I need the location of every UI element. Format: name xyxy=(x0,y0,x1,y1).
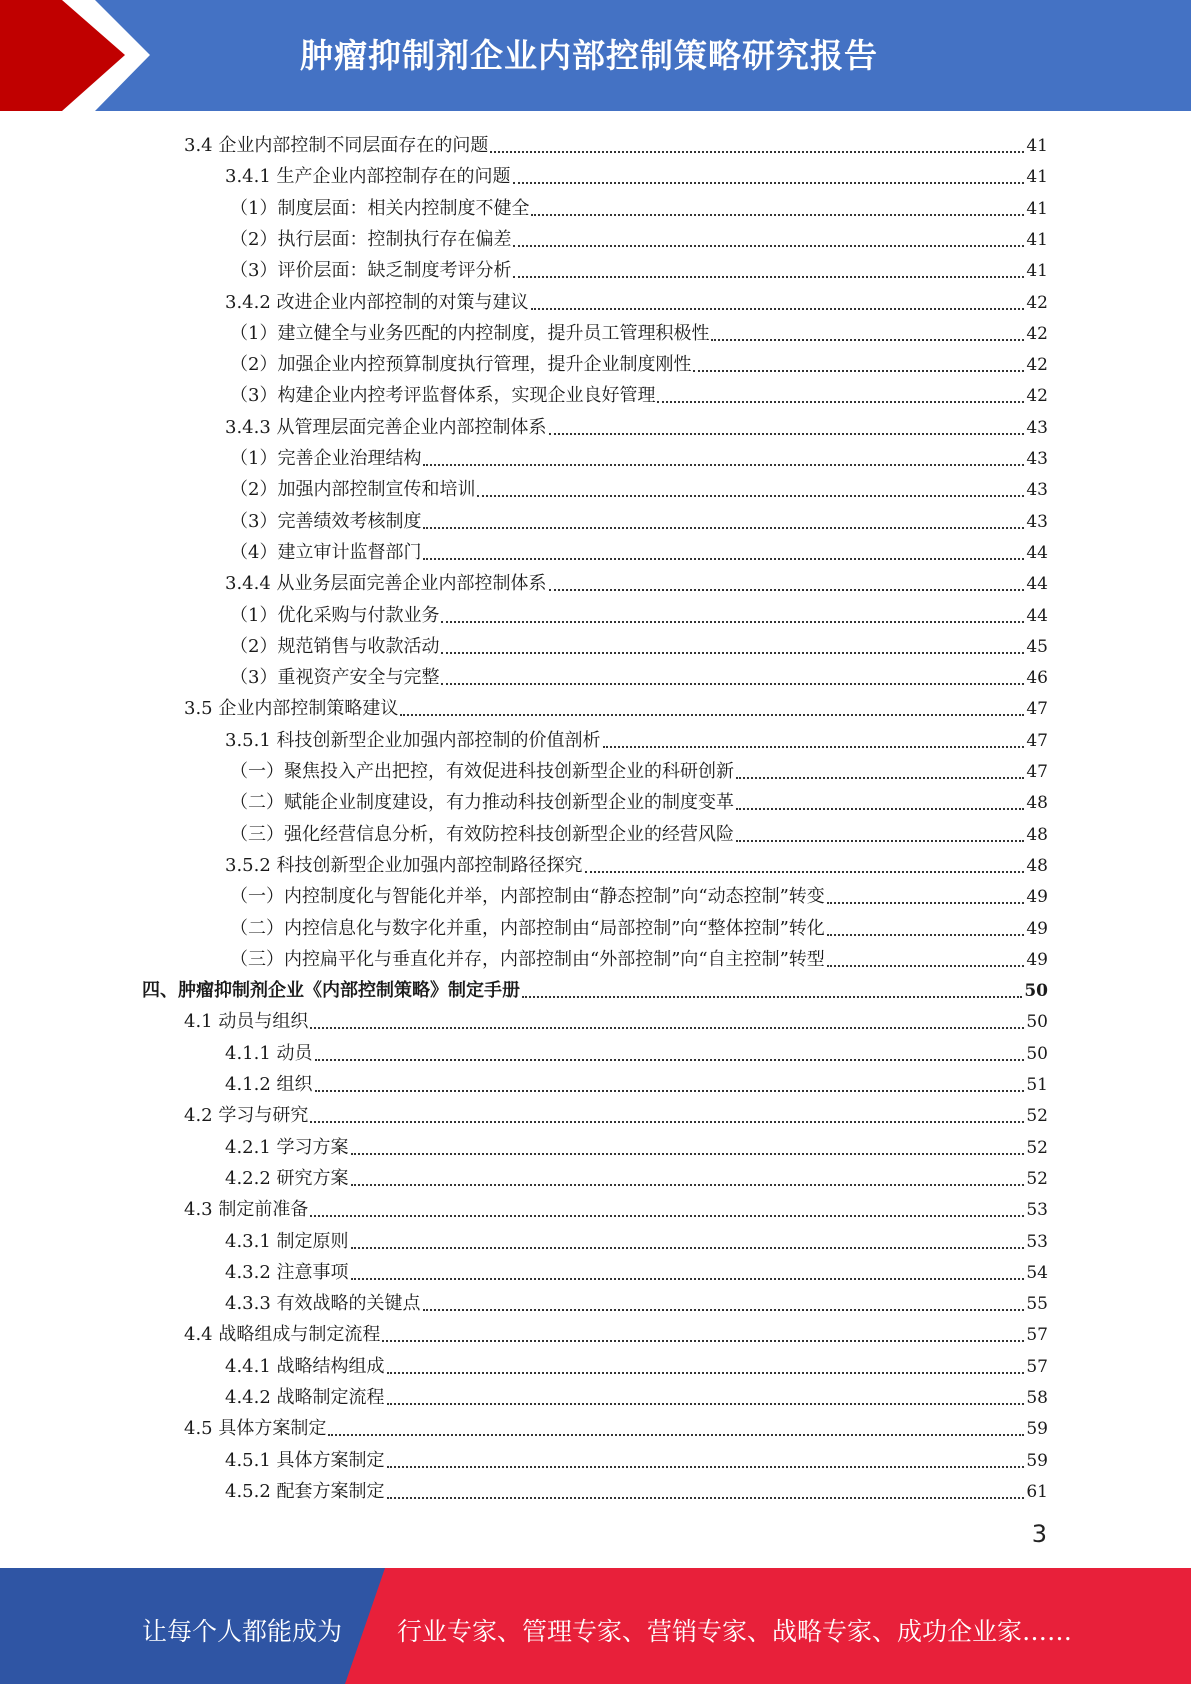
toc-entry-label: （二）赋能企业制度建设，有力推动科技创新型企业的制度变革 xyxy=(230,792,734,814)
toc-leader-dots xyxy=(441,682,1024,685)
toc-entry-page: 44 xyxy=(1026,605,1048,626)
toc-entry-page: 42 xyxy=(1026,292,1048,313)
toc-entry-page: 53 xyxy=(1026,1231,1048,1252)
toc-entry-label: 4.4.1 战略结构组成 xyxy=(225,1355,385,1377)
toc-leader-dots xyxy=(585,870,1025,873)
toc-leader-dots xyxy=(423,463,1024,466)
toc-leader-dots xyxy=(351,1152,1025,1155)
toc-entry[interactable] xyxy=(230,659,1048,689)
toc-leader-dots xyxy=(387,1402,1025,1405)
toc-entry-page: 44 xyxy=(1026,542,1048,563)
toc-entry-label: 4.3.1 制定原则 xyxy=(225,1230,349,1252)
toc-leader-dots xyxy=(441,651,1024,654)
toc-entry-label: （1）优化采购与付款业务 xyxy=(230,604,440,626)
toc-leader-dots xyxy=(328,1433,1024,1436)
toc-leader-dots xyxy=(310,1214,1024,1217)
toc-entry[interactable] xyxy=(230,346,1048,376)
toc-leader-dots xyxy=(490,150,1024,153)
toc-leader-dots xyxy=(736,776,1024,779)
footer-slogan-right: 行业专家、管理专家、营销专家、战略专家、成功企业家…… xyxy=(397,1617,1073,1646)
toc-entry[interactable] xyxy=(225,565,1048,595)
toc-entry-label: 4.2.2 研究方案 xyxy=(225,1167,349,1189)
toc-entry[interactable] xyxy=(225,1473,1048,1503)
toc-entry[interactable] xyxy=(230,816,1048,846)
toc-leader-dots xyxy=(711,338,1024,341)
toc-entry-label: （2）规范销售与收款活动 xyxy=(230,635,440,657)
toc-entry[interactable] xyxy=(230,878,1048,908)
toc-entry-page: 50 xyxy=(1024,981,1048,1002)
toc-entry-page: 48 xyxy=(1026,793,1048,814)
toc-entry[interactable] xyxy=(184,1410,1048,1440)
toc-entry-page: 43 xyxy=(1026,511,1048,532)
toc-entry-page: 41 xyxy=(1026,136,1048,156)
toc-entry-label: （2）执行层面：控制执行存在偏差 xyxy=(230,228,512,250)
toc-entry[interactable] xyxy=(230,534,1048,564)
toc-entry-page: 48 xyxy=(1026,824,1048,845)
toc-entry-label: 4.1.1 动员 xyxy=(225,1042,313,1064)
toc-entry-page: 49 xyxy=(1026,887,1048,908)
toc-entry[interactable] xyxy=(230,377,1048,407)
toc-entry-label: （3）构建企业内控考评监督体系，实现企业良好管理 xyxy=(230,385,656,407)
toc-leader-dots xyxy=(423,526,1024,529)
toc-leader-dots xyxy=(310,1120,1024,1123)
toc-entry[interactable] xyxy=(225,1348,1048,1378)
toc-entry-page: 58 xyxy=(1026,1388,1048,1408)
toc-entry-label: （2）加强企业内控预算制度执行管理，提升企业制度刚性 xyxy=(230,354,692,376)
toc-entry[interactable] xyxy=(225,1379,1048,1409)
toc-entry-page: 49 xyxy=(1026,918,1048,939)
toc-entry-page: 52 xyxy=(1026,1106,1048,1127)
toc-entry[interactable] xyxy=(230,597,1048,627)
toc-entry-page: 52 xyxy=(1026,1168,1048,1189)
toc-entry-label: （1）建立健全与业务匹配的内控制度，提升员工管理积极性 xyxy=(230,322,710,344)
toc-entry-label: 3.5 企业内部控制策略建议 xyxy=(184,698,399,720)
toc-entry[interactable] xyxy=(225,1285,1048,1315)
toc-leader-dots xyxy=(423,557,1024,560)
toc-leader-dots xyxy=(387,1465,1025,1468)
toc-entry-label: 4.1.2 组织 xyxy=(225,1074,313,1095)
toc-entry-page: 41 xyxy=(1026,167,1048,188)
toc-entry[interactable] xyxy=(225,1442,1048,1472)
toc-entry-label: 4.1 动员与组织 xyxy=(184,1011,309,1033)
toc-entry-label: （4）建立审计监督部门 xyxy=(230,541,422,563)
toc-entry-page: 47 xyxy=(1026,730,1048,751)
toc-entry-page: 61 xyxy=(1026,1481,1048,1502)
toc-leader-dots xyxy=(549,588,1025,591)
toc-entry[interactable] xyxy=(230,941,1048,971)
toc-entry[interactable] xyxy=(225,1223,1048,1253)
page-number: 3 xyxy=(1031,1520,1047,1548)
toc-entry[interactable] xyxy=(230,315,1048,345)
toc-entry-label: （三）内控扁平化与垂直化并存，内部控制由“外部控制”向“自主控制”转型 xyxy=(230,948,825,970)
toc-entry-label: （1）完善企业治理结构 xyxy=(230,448,422,469)
toc-leader-dots xyxy=(522,995,1022,998)
toc-entry-label: （2）加强内部控制宣传和培训 xyxy=(230,479,476,501)
toc-entry[interactable] xyxy=(225,847,1048,877)
toc-entry[interactable] xyxy=(230,503,1048,533)
toc-entry[interactable] xyxy=(230,628,1048,658)
toc-leader-dots xyxy=(423,1308,1025,1311)
toc-entry-page: 48 xyxy=(1026,855,1048,876)
toc-entry-label: 4.3.2 注意事项 xyxy=(225,1261,349,1283)
toc-entry[interactable] xyxy=(230,753,1048,783)
toc-entry-page: 42 xyxy=(1026,355,1048,376)
toc-entry-page: 47 xyxy=(1026,699,1048,720)
toc-entry[interactable] xyxy=(225,1160,1048,1190)
toc-entry[interactable] xyxy=(225,284,1048,314)
toc-leader-dots xyxy=(387,1496,1025,1499)
toc-entry[interactable] xyxy=(225,409,1048,439)
header-chevron-icon xyxy=(0,0,160,111)
toc-entry-label: （一）内控制度化与智能化并举，内部控制由“静态控制”向“动态控制”转变 xyxy=(230,886,825,908)
toc-leader-dots xyxy=(549,432,1025,435)
toc-entry-label: 4.4.2 战略制定流程 xyxy=(225,1387,385,1408)
toc-entry[interactable] xyxy=(225,158,1048,188)
toc-leader-dots xyxy=(441,620,1024,623)
toc-entry-page: 50 xyxy=(1026,1043,1048,1064)
toc-entry-label: 3.5.1 科技创新型企业加强内部控制的价值剖析 xyxy=(225,729,601,751)
toc-entry-label: 4.5.1 具体方案制定 xyxy=(225,1449,385,1471)
toc-entry-label: 3.4.4 从业务层面完善企业内部控制体系 xyxy=(225,573,547,595)
toc-entry-page: 59 xyxy=(1026,1419,1048,1440)
toc-entry-page: 49 xyxy=(1026,949,1048,970)
toc-leader-dots xyxy=(387,1371,1025,1374)
toc-entry-label: 4.4 战略组成与制定流程 xyxy=(184,1324,381,1346)
toc-entry-label: 3.5.2 科技创新型企业加强内部控制路径探究 xyxy=(225,854,583,876)
toc-entry-label: 3.4.3 从管理层面完善企业内部控制体系 xyxy=(225,416,547,438)
toc-entry-label: 四、肿瘤抑制剂企业《内部控制策略》制定手册 xyxy=(142,980,520,1002)
toc-leader-dots xyxy=(603,745,1025,748)
toc-entry-page: 52 xyxy=(1026,1137,1048,1158)
toc-entry[interactable] xyxy=(230,910,1048,940)
toc-entry-label: （1）制度层面：相关内控制度不健全 xyxy=(230,197,530,219)
toc-leader-dots xyxy=(315,1058,1025,1061)
toc-entry-page: 43 xyxy=(1026,480,1048,501)
toc-entry[interactable] xyxy=(142,972,1048,1002)
toc-entry-label: 4.5.2 配套方案制定 xyxy=(225,1480,385,1502)
toc-entry-page: 41 xyxy=(1026,261,1048,282)
toc-leader-dots xyxy=(827,901,1025,904)
toc-entry-page: 45 xyxy=(1026,636,1048,657)
toc-entry-label: 3.4.1 生产企业内部控制存在的问题 xyxy=(225,166,511,188)
toc-entry[interactable] xyxy=(184,690,1048,720)
toc-leader-dots xyxy=(513,275,1024,278)
toc-entry-page: 44 xyxy=(1026,574,1048,595)
toc-entry[interactable] xyxy=(225,1035,1048,1065)
toc-entry-label: （3）完善绩效考核制度 xyxy=(230,510,422,532)
toc-leader-dots xyxy=(736,807,1024,810)
toc-entry[interactable] xyxy=(184,1097,1048,1127)
toc-entry-label: 4.3 制定前准备 xyxy=(184,1199,309,1221)
footer-banner xyxy=(0,1568,1191,1684)
toc-entry-label: 4.2 学习与研究 xyxy=(184,1105,309,1127)
toc-leader-dots xyxy=(693,369,1024,372)
toc-entry-page: 57 xyxy=(1026,1325,1048,1346)
toc-entry[interactable] xyxy=(225,1066,1048,1096)
toc-leader-dots xyxy=(310,1026,1024,1029)
toc-leader-dots xyxy=(827,933,1025,936)
toc-leader-dots xyxy=(531,213,1024,216)
toc-entry-page: 59 xyxy=(1026,1450,1048,1471)
toc-entry-page: 51 xyxy=(1026,1075,1048,1095)
toc-leader-dots xyxy=(382,1339,1024,1342)
toc-entry[interactable] xyxy=(184,1003,1048,1033)
toc-leader-dots xyxy=(400,713,1024,716)
toc-entry-label: 3.4 企业内部控制不同层面存在的问题 xyxy=(184,135,489,156)
toc-entry[interactable] xyxy=(230,471,1048,501)
toc-entry[interactable] xyxy=(230,252,1048,282)
toc-leader-dots xyxy=(736,839,1024,842)
toc-entry[interactable] xyxy=(230,190,1048,220)
toc-leader-dots xyxy=(351,1183,1025,1186)
toc-leader-dots xyxy=(513,244,1024,247)
toc-entry-page: 43 xyxy=(1026,417,1048,438)
toc-leader-dots xyxy=(531,307,1025,310)
toc-leader-dots xyxy=(315,1089,1025,1092)
page-title: 肿瘤抑制剂企业内部控制策略研究报告 xyxy=(300,36,878,75)
toc-entry-page: 57 xyxy=(1026,1356,1048,1377)
toc-entry[interactable] xyxy=(230,784,1048,814)
toc-entry-label: 4.3.3 有效战略的关键点 xyxy=(225,1293,421,1315)
toc-entry-label: 3.4.2 改进企业内部控制的对策与建议 xyxy=(225,291,529,313)
toc-leader-dots xyxy=(477,494,1024,497)
toc-entry-page: 42 xyxy=(1026,386,1048,407)
toc-entry-page: 53 xyxy=(1026,1200,1048,1221)
toc-entry-label: （三）强化经营信息分析，有效防控科技创新型企业的经营风险 xyxy=(230,823,734,845)
toc-leader-dots xyxy=(351,1246,1025,1249)
toc-leader-dots xyxy=(513,181,1025,184)
toc-entry-page: 54 xyxy=(1026,1262,1048,1283)
toc-entry[interactable] xyxy=(225,1129,1048,1159)
toc-leader-dots xyxy=(351,1277,1025,1280)
toc-entry-label: （3）重视资产安全与完整 xyxy=(230,667,440,689)
toc-entry[interactable] xyxy=(184,1191,1048,1221)
toc-leader-dots xyxy=(827,964,1025,967)
toc-entry-page: 43 xyxy=(1026,449,1048,469)
toc-entry[interactable] xyxy=(225,1254,1048,1284)
toc-entry-label: （二）内控信息化与数字化并重，内部控制由“局部控制”向“整体控制”转化 xyxy=(230,917,825,939)
toc-entry-page: 42 xyxy=(1026,323,1048,344)
toc-entry[interactable] xyxy=(230,221,1048,251)
toc-entry-label: （一）聚焦投入产出把控，有效促进科技创新型企业的科研创新 xyxy=(230,761,734,782)
toc-entry-page: 46 xyxy=(1026,668,1048,689)
header-banner xyxy=(0,0,1191,111)
toc-entry[interactable] xyxy=(225,722,1048,752)
toc-entry[interactable] xyxy=(184,1316,1048,1346)
toc-entry-page: 50 xyxy=(1026,1012,1048,1033)
toc-leader-dots xyxy=(657,400,1024,403)
toc-entry-page: 47 xyxy=(1026,762,1048,782)
toc-entry-page: 41 xyxy=(1026,198,1048,219)
toc-entry-page: 55 xyxy=(1026,1294,1048,1315)
footer-slogan-left: 让每个人都能成为 xyxy=(142,1617,343,1646)
toc-entry-label: 4.5 具体方案制定 xyxy=(184,1418,327,1440)
toc-entry-label: （3）评价层面：缺乏制度考评分析 xyxy=(230,260,512,282)
toc-entry[interactable] xyxy=(230,440,1048,470)
toc-entry-label: 4.2.1 学习方案 xyxy=(225,1136,349,1158)
toc-entry-page: 41 xyxy=(1026,229,1048,250)
toc-entry[interactable] xyxy=(184,127,1048,157)
